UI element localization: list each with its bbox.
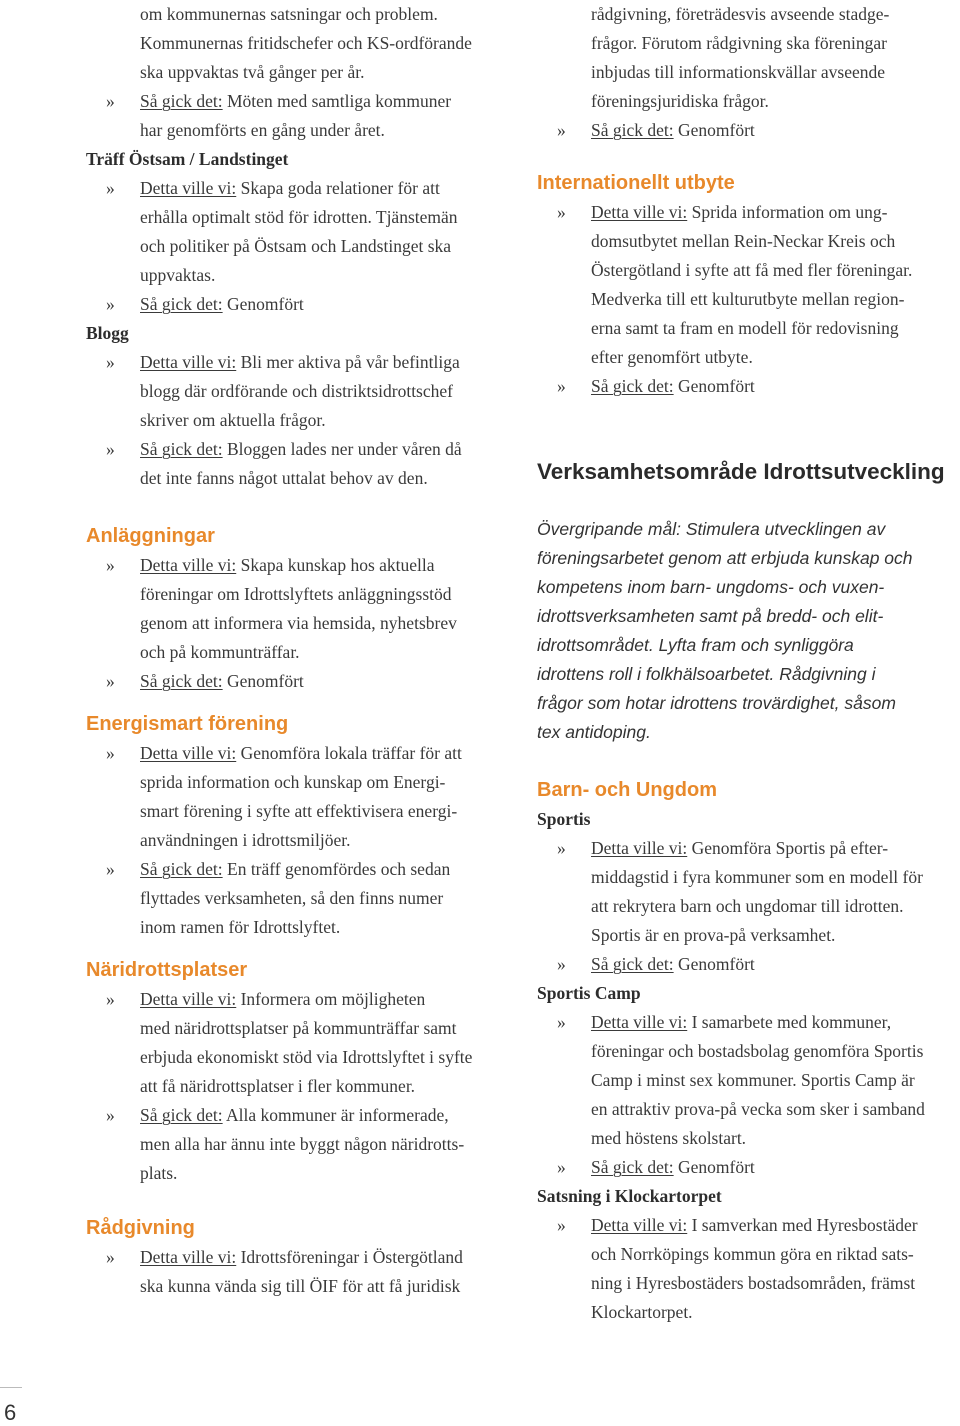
bullet-label: Detta ville vi: bbox=[140, 555, 237, 575]
bullet-continuation-line bbox=[537, 1066, 960, 1095]
bullet-item bbox=[86, 1101, 516, 1188]
bullet-text: uppvaktas. bbox=[140, 265, 216, 285]
bullet-continuation-line bbox=[86, 203, 516, 232]
bullet-marker: » bbox=[106, 294, 115, 314]
bullet-text: Sportis är en prova-på verksamhet. bbox=[591, 925, 836, 945]
bullet-continuation-line bbox=[537, 1240, 960, 1269]
bullet-text: sprida information och kunskap om Energi- bbox=[140, 772, 446, 792]
heading-naridrottsplatser: Näridrottsplatser bbox=[86, 959, 248, 981]
bullet-marker: » bbox=[106, 671, 115, 691]
bullet-item bbox=[537, 950, 960, 979]
bullet-label: Detta ville vi: bbox=[140, 743, 237, 763]
subheading-traff-ostsam: Träff Östsam / Landstinget bbox=[86, 149, 289, 169]
bullet-continuation-line bbox=[537, 1095, 960, 1124]
goal-line: föreningsarbetet genom att erbjuda kunskap och bbox=[537, 548, 913, 568]
bullet-continuation-line bbox=[537, 314, 960, 343]
bullet-text: blogg där ordförande och distriktsidrottschef bbox=[140, 381, 453, 401]
bullet-continuation-line bbox=[537, 1298, 960, 1327]
bullet-continuation-line bbox=[537, 1037, 960, 1066]
bullet-first-line bbox=[537, 372, 960, 401]
bullet-text: föreningar om Idrottslyftets anläggningsstöd bbox=[140, 584, 452, 604]
bullet-label: Detta ville vi: bbox=[591, 1012, 688, 1032]
bullet-continuation-line bbox=[86, 406, 516, 435]
bullet-first-line bbox=[86, 667, 516, 696]
subheading-sportis: Sportis bbox=[537, 809, 591, 829]
bullet-continuation-line bbox=[86, 1272, 516, 1301]
bullet-first-line bbox=[537, 834, 960, 863]
bullet-item bbox=[86, 985, 516, 1101]
bullet-text: Östergötland i syfte att få med fler föreningar. bbox=[591, 260, 913, 280]
bullet-label: Detta ville vi: bbox=[591, 202, 688, 222]
bullet-text: genom att informera via hemsida, nyhetsbrev bbox=[140, 613, 457, 633]
bullet-text: och politiker på Östsam och Landstinget ska bbox=[140, 236, 452, 256]
bullet-text: efter genomfört utbyte. bbox=[591, 347, 753, 367]
bullet-item bbox=[86, 667, 516, 696]
bullet-text: erhålla optimalt stöd för idrotten. Tjänstemän bbox=[140, 207, 458, 227]
bullet-text: har genomförts en gång under året. bbox=[140, 120, 385, 140]
bullet-first-line bbox=[86, 435, 516, 464]
bullet-item bbox=[86, 1243, 516, 1301]
left-column bbox=[86, 0, 516, 1301]
bullet-text: att rekrytera barn och ungdomar till idrotten. bbox=[591, 896, 904, 916]
bullet-first-line bbox=[537, 1008, 960, 1037]
bullet-text: ning i Hyresbostäders bostadsområden, främst bbox=[591, 1273, 916, 1293]
bullet-marker: » bbox=[106, 859, 115, 879]
heading-energismart-forening: Energismart förening bbox=[86, 713, 289, 735]
bullet-item bbox=[537, 198, 960, 372]
bullet-continuation-line bbox=[86, 261, 516, 290]
bullet-label: Så gick det: bbox=[140, 671, 223, 691]
bullet-continuation-line bbox=[537, 227, 960, 256]
bullet-text: Genomfört bbox=[678, 1157, 755, 1177]
bullet-continuation-line bbox=[86, 464, 516, 493]
bullet-item bbox=[86, 348, 516, 435]
bullet-item bbox=[86, 551, 516, 667]
bullet-label: Detta ville vi: bbox=[591, 838, 688, 858]
bullet-text: med höstens skolstart. bbox=[591, 1128, 747, 1148]
bullet-first-line bbox=[86, 87, 516, 116]
bullet-continuation-line bbox=[537, 1124, 960, 1153]
bullet-continuation-line bbox=[86, 884, 516, 913]
bullet-item bbox=[537, 372, 960, 401]
bullet-text: Genomföra lokala träffar för att bbox=[240, 743, 462, 763]
bullet-text: middagstid i fyra kommuner som en modell för bbox=[591, 867, 923, 887]
bullet-marker: » bbox=[557, 202, 566, 222]
bullet-label: Så gick det: bbox=[140, 859, 223, 879]
bullet-label: Detta ville vi: bbox=[140, 352, 237, 372]
bullet-continuation-line bbox=[86, 1014, 516, 1043]
bullet-text: I samverkan med Hyresbostäder bbox=[691, 1215, 918, 1235]
bullet-item bbox=[537, 1153, 960, 1182]
bullet-continuation-line bbox=[537, 921, 960, 950]
bullet-text: Genomföra Sportis på efter- bbox=[691, 838, 889, 858]
bullet-item bbox=[86, 174, 516, 290]
subheading-klockartorpet: Satsning i Klockartorpet bbox=[537, 1186, 722, 1206]
goal-line: idrottsverksamheten samt på bredd- och elit- bbox=[537, 606, 884, 626]
bullet-text: Skapa kunskap hos aktuella bbox=[240, 555, 435, 575]
bullet-text: men alla har ännu inte byggt någon näridrotts- bbox=[140, 1134, 465, 1154]
bullet-item bbox=[537, 116, 960, 145]
bullet-continuation-line bbox=[86, 580, 516, 609]
bullet-continuation-line bbox=[537, 892, 960, 921]
bullet-text: Bli mer aktiva på vår befintliga bbox=[240, 352, 460, 372]
bullet-label: Så gick det: bbox=[591, 120, 674, 140]
bullet-text: Klockartorpet. bbox=[591, 1302, 693, 1322]
bullet-text: flyttades verksamheten, så den finns numer bbox=[140, 888, 444, 908]
bullet-item bbox=[86, 435, 516, 493]
bullet-label: Så gick det: bbox=[140, 91, 223, 111]
bullet-label: Så gick det: bbox=[591, 1157, 674, 1177]
body-text: inbjudas till informationskvällar avseende bbox=[591, 62, 886, 82]
right-column bbox=[537, 0, 960, 1327]
bullet-text: Genomfört bbox=[227, 294, 304, 314]
bullet-label: Så gick det: bbox=[140, 439, 223, 459]
bullet-item bbox=[86, 87, 516, 145]
goal-paragraph bbox=[537, 515, 960, 747]
bullet-continuation-line bbox=[86, 1043, 516, 1072]
bullet-text: en attraktiv prova-på vecka som sker i samband bbox=[591, 1099, 925, 1119]
bullet-text: och Norrköpings kommun göra en riktad sats- bbox=[591, 1244, 914, 1264]
bullet-continuation-line bbox=[86, 913, 516, 942]
bullet-marker: » bbox=[106, 439, 115, 459]
body-text: om kommunernas satsningar och problem. bbox=[140, 4, 438, 24]
bullet-text: smart förening i syfte att effektivisera energi- bbox=[140, 801, 458, 821]
bullet-continuation-line bbox=[86, 797, 516, 826]
heading-radgivning: Rådgivning bbox=[86, 1217, 195, 1239]
bullet-continuation-line bbox=[86, 1159, 516, 1188]
bullet-continuation-line bbox=[86, 1130, 516, 1159]
bullet-text: Möten med samtliga kommuner bbox=[227, 91, 452, 111]
bullet-first-line bbox=[86, 1243, 516, 1272]
goal-line: Övergripande mål: Stimulera utvecklingen av bbox=[537, 519, 886, 539]
footer-divider bbox=[0, 1387, 22, 1388]
bullet-marker: » bbox=[106, 1247, 115, 1267]
bullet-marker: » bbox=[106, 91, 115, 111]
bullet-text: Sprida information om ung- bbox=[691, 202, 888, 222]
bullet-marker: » bbox=[106, 1105, 115, 1125]
bullet-text: föreningar och bostadsbolag genomföra Sportis bbox=[591, 1041, 924, 1061]
bullet-continuation-line bbox=[86, 232, 516, 261]
heading-barn-och-ungdom: Barn- och Ungdom bbox=[537, 779, 717, 801]
bullet-text: En träff genomfördes och sedan bbox=[227, 859, 451, 879]
bullet-text: med näridrottsplatser på kommunträffar samt bbox=[140, 1018, 457, 1038]
bullet-first-line bbox=[86, 348, 516, 377]
bullet-marker: » bbox=[557, 376, 566, 396]
bullet-label: Detta ville vi: bbox=[140, 178, 237, 198]
bullet-item bbox=[86, 290, 516, 319]
bullet-first-line bbox=[86, 290, 516, 319]
bullet-item bbox=[537, 1008, 960, 1153]
bullet-text: ska kunna vända sig till ÖIF för att få juridisk bbox=[140, 1276, 461, 1296]
bullet-continuation-line bbox=[86, 377, 516, 406]
bullet-label: Detta ville vi: bbox=[140, 989, 237, 1009]
body-text: frågor. Förutom rådgivning ska föreningar bbox=[591, 33, 887, 53]
bullet-continuation-line bbox=[537, 285, 960, 314]
body-text: rådgivning, företrädesvis avseende stadge- bbox=[591, 4, 890, 24]
bullet-marker: » bbox=[106, 989, 115, 1009]
bullet-item bbox=[86, 855, 516, 942]
bullet-marker: » bbox=[557, 1215, 566, 1235]
bullet-label: Detta ville vi: bbox=[140, 1247, 237, 1267]
bullet-label: Detta ville vi: bbox=[591, 1215, 688, 1235]
goal-line: kompetens inom barn- ungdoms- och vuxen- bbox=[537, 577, 885, 597]
bullet-text: inom ramen för Idrottslyftet. bbox=[140, 917, 341, 937]
bullet-continuation-line bbox=[537, 863, 960, 892]
bullet-text: Idrottsföreningar i Östergötland bbox=[240, 1247, 463, 1267]
bullet-text: Medverka till ett kulturutbyte mellan region- bbox=[591, 289, 905, 309]
bullet-first-line bbox=[537, 198, 960, 227]
bullet-first-line bbox=[537, 1211, 960, 1240]
goal-line: frågor som hotar idrottens trovärdighet, såsom bbox=[537, 693, 896, 713]
bullet-marker: » bbox=[106, 352, 115, 372]
bullet-marker: » bbox=[106, 743, 115, 763]
bullet-text: plats. bbox=[140, 1163, 178, 1183]
bullet-continuation-line bbox=[86, 116, 516, 145]
bullet-continuation-line bbox=[537, 1269, 960, 1298]
bullet-continuation-line bbox=[537, 256, 960, 285]
goal-line: idrottsområdet. Lyfta fram och synliggöra bbox=[537, 635, 854, 655]
bullet-text: skriver om aktuella frågor. bbox=[140, 410, 326, 430]
bullet-first-line bbox=[86, 1101, 516, 1130]
bullet-continuation-line bbox=[86, 1072, 516, 1101]
bullet-label: Så gick det: bbox=[591, 376, 674, 396]
subheading-blogg: Blogg bbox=[86, 323, 129, 343]
bullet-item bbox=[537, 1211, 960, 1327]
goal-line: idrottens roll i folkhälsoarbetet. Rådgivning i bbox=[537, 664, 876, 684]
bullet-continuation-line bbox=[86, 638, 516, 667]
goal-line: tex antidoping. bbox=[537, 722, 651, 742]
bullet-text: att få näridrottsplatser i fler kommuner. bbox=[140, 1076, 416, 1096]
bullet-text: Genomfört bbox=[678, 120, 755, 140]
bullet-first-line bbox=[537, 950, 960, 979]
bullet-text: Camp i minst sex kommuner. Sportis Camp är bbox=[591, 1070, 915, 1090]
subheading-sportis-camp: Sportis Camp bbox=[537, 983, 641, 1003]
body-text: ska uppvaktas två gånger per år. bbox=[140, 62, 365, 82]
bullet-marker: » bbox=[557, 120, 566, 140]
bullet-marker: » bbox=[106, 178, 115, 198]
bullet-text: Alla kommuner är informerade, bbox=[226, 1105, 449, 1125]
bullet-text: användningen i idrottsmiljöer. bbox=[140, 830, 351, 850]
bullet-text: erna samt ta fram en modell för redovisning bbox=[591, 318, 899, 338]
bullet-continuation-line bbox=[537, 343, 960, 372]
bullet-label: Så gick det: bbox=[140, 294, 223, 314]
bullet-text: Informera om möjligheten bbox=[240, 989, 426, 1009]
heading-internationellt-utbyte: Internationellt utbyte bbox=[537, 172, 735, 194]
bullet-text: I samarbete med kommuner, bbox=[691, 1012, 892, 1032]
bullet-item bbox=[537, 834, 960, 950]
bullet-item bbox=[86, 739, 516, 855]
section-title-idrottsutveckling: Verksamhetsområde Idrottsutveckling bbox=[537, 459, 945, 484]
bullet-first-line bbox=[86, 174, 516, 203]
bullet-text: det inte fanns något uttalat behov av den. bbox=[140, 468, 428, 488]
bullet-first-line bbox=[86, 855, 516, 884]
bullet-continuation-line bbox=[86, 609, 516, 638]
bullet-text: och på kommunträffar. bbox=[140, 642, 300, 662]
bullet-text: Bloggen lades ner under våren då bbox=[227, 439, 462, 459]
body-text: föreningsjuridiska frågor. bbox=[591, 91, 769, 111]
bullet-marker: » bbox=[106, 555, 115, 575]
bullet-marker: » bbox=[557, 1012, 566, 1032]
bullet-first-line bbox=[86, 739, 516, 768]
bullet-continuation-line bbox=[86, 768, 516, 797]
bullet-label: Så gick det: bbox=[591, 954, 674, 974]
bullet-text: erbjuda ekonomiskt stöd via Idrottslyftet i syfte bbox=[140, 1047, 473, 1067]
bullet-text: Genomfört bbox=[678, 376, 755, 396]
bullet-marker: » bbox=[557, 1157, 566, 1177]
bullet-label: Så gick det: bbox=[140, 1105, 223, 1125]
body-text: Kommunernas fritidschefer och KS-ordförande bbox=[140, 33, 472, 53]
bullet-marker: » bbox=[557, 954, 566, 974]
bullet-first-line bbox=[537, 1153, 960, 1182]
bullet-text: Skapa goda relationer för att bbox=[240, 178, 440, 198]
bullet-text: Genomfört bbox=[678, 954, 755, 974]
bullet-marker: » bbox=[557, 838, 566, 858]
heading-anlaggningar: Anläggningar bbox=[86, 525, 215, 547]
bullet-continuation-line bbox=[86, 826, 516, 855]
bullet-first-line bbox=[86, 985, 516, 1014]
page-number: 6 bbox=[4, 1400, 17, 1425]
bullet-first-line bbox=[86, 551, 516, 580]
bullet-text: Genomfört bbox=[227, 671, 304, 691]
bullet-text: domsutbytet mellan Rein-Neckar Kreis och bbox=[591, 231, 896, 251]
bullet-first-line bbox=[537, 116, 960, 145]
